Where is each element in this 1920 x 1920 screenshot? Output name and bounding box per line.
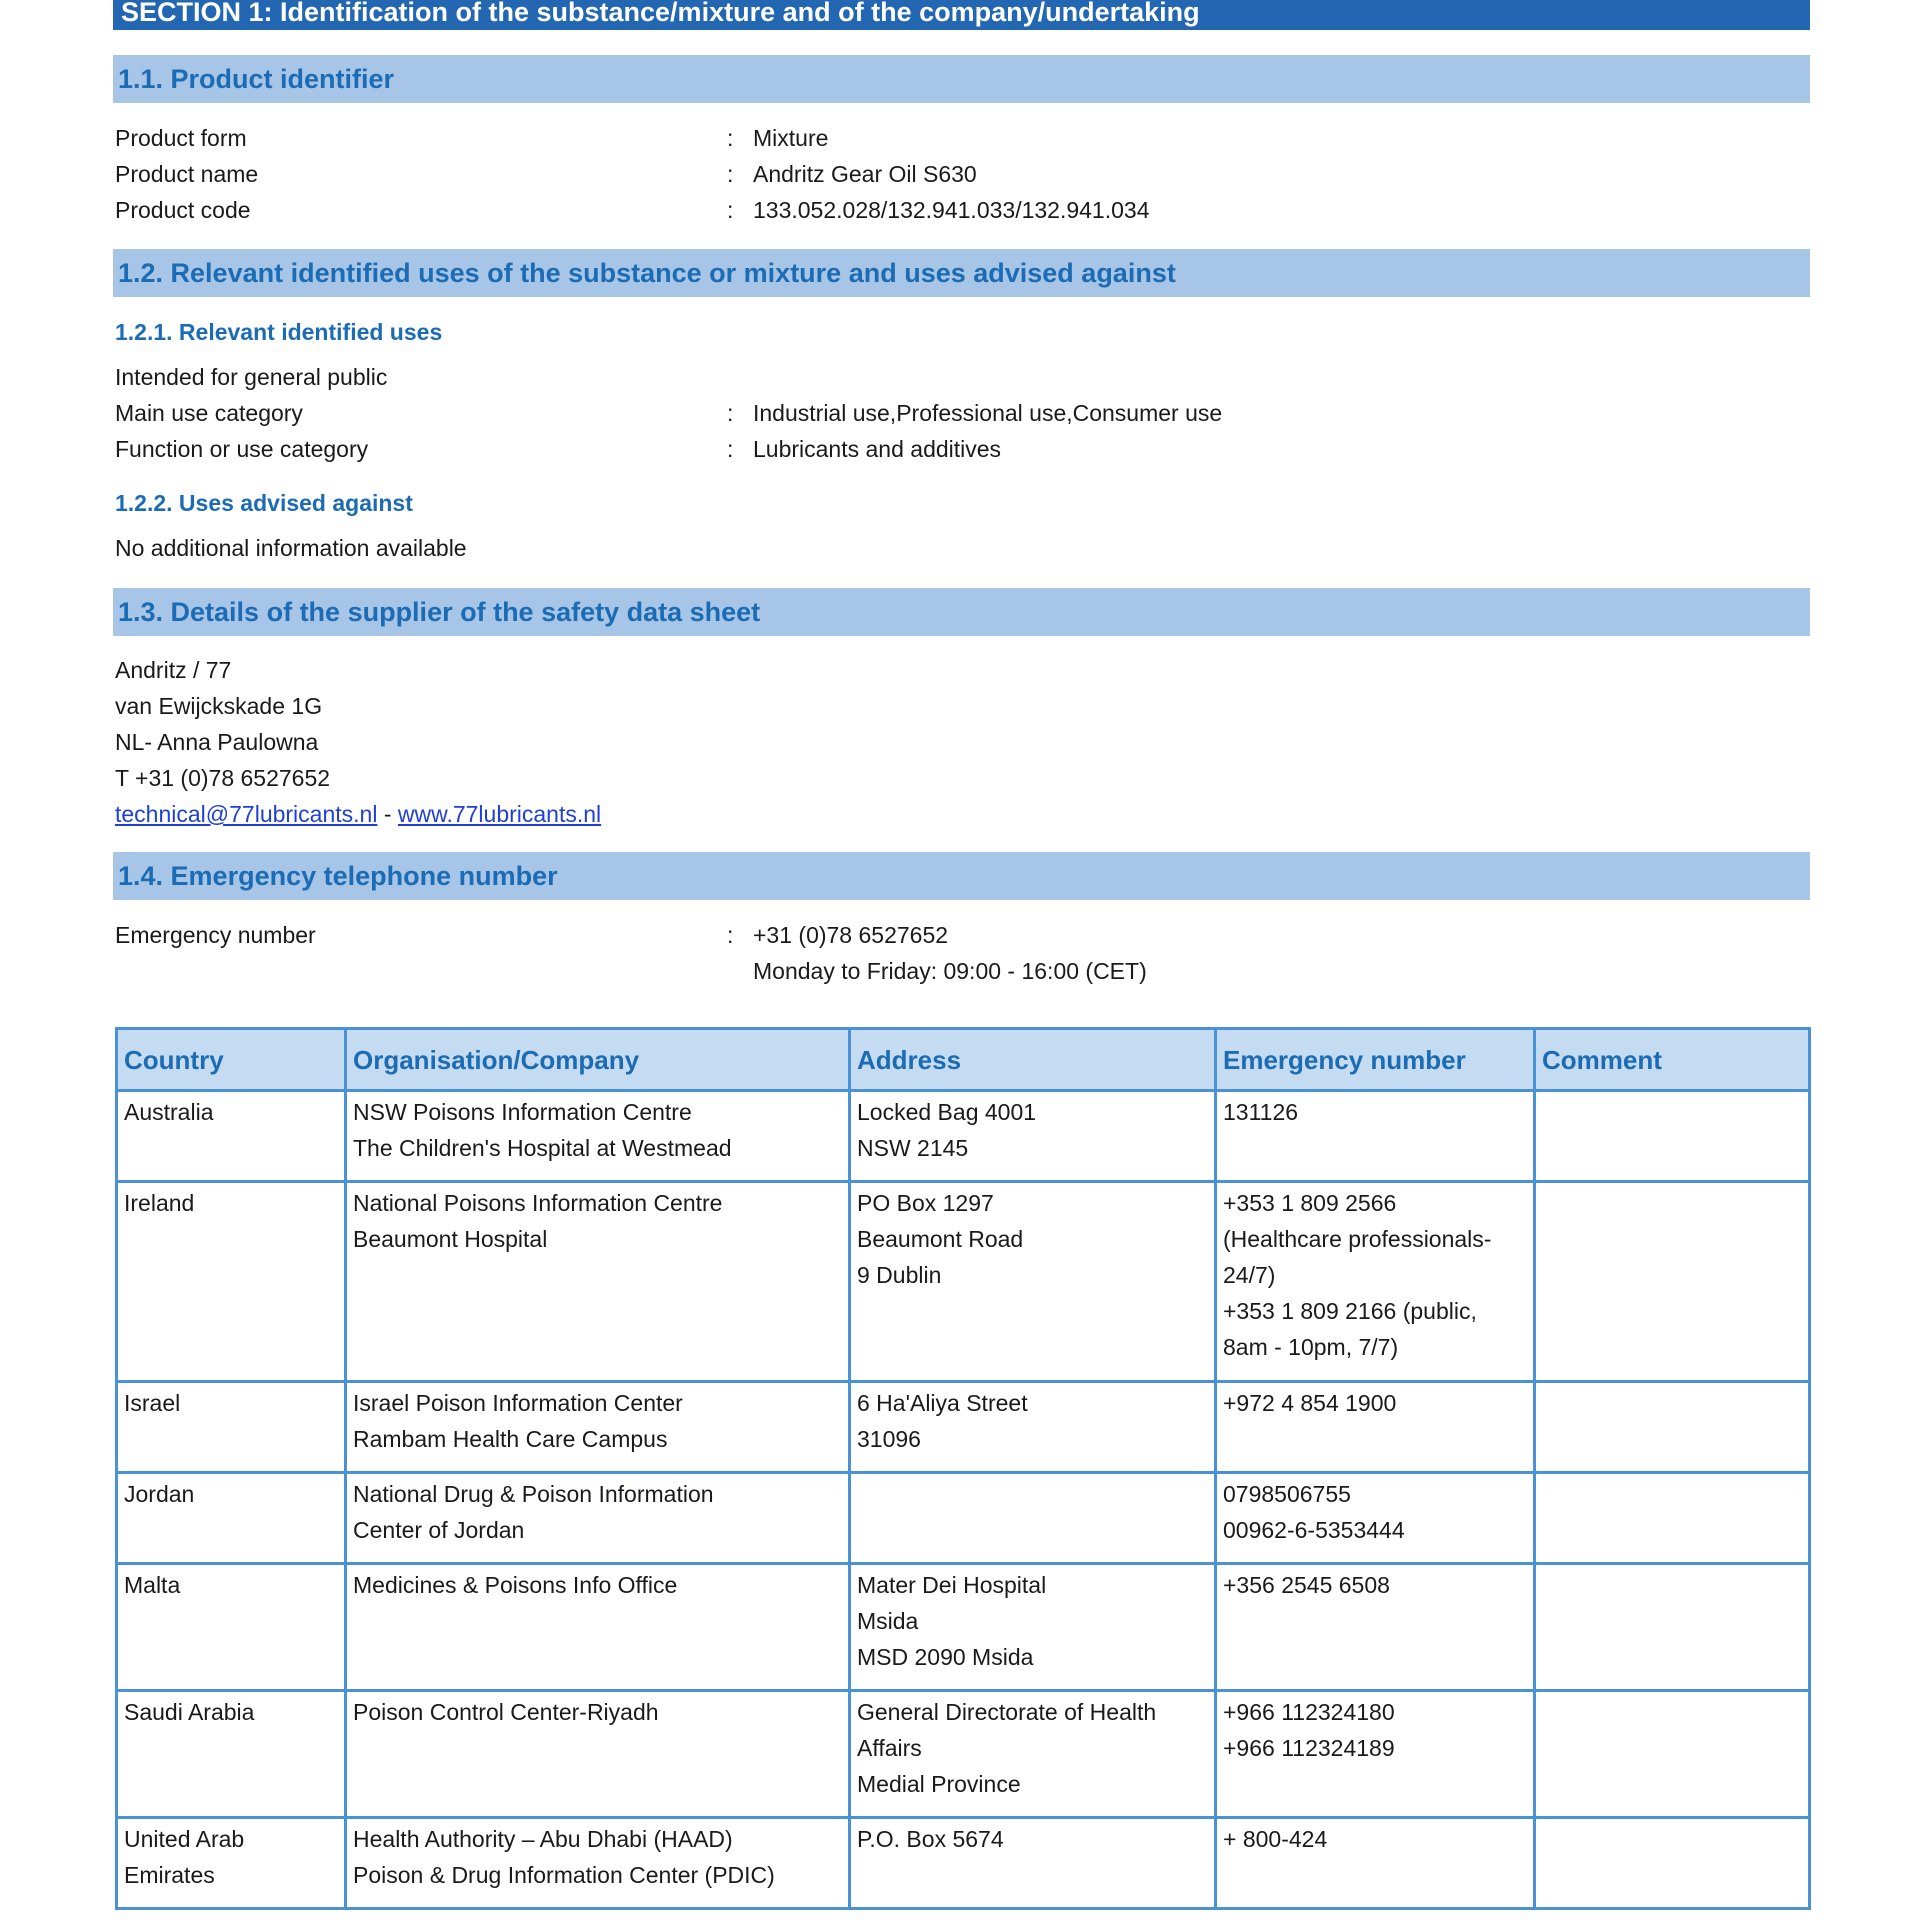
emergency-value: +31 (0)78 6527652	[753, 922, 949, 948]
cell-text: +966 112324189	[1223, 1735, 1395, 1761]
cell-text: 0798506755	[1223, 1481, 1351, 1507]
colon: :	[727, 400, 734, 426]
cell-text: Malta	[124, 1572, 181, 1598]
table-row	[117, 1091, 1810, 1182]
cell-comment	[1535, 1091, 1810, 1182]
product-form-value: Mixture	[753, 125, 829, 151]
cell-text: Beaumont Hospital	[353, 1226, 548, 1252]
table-row	[117, 1182, 1810, 1382]
cell-text: Medial Province	[857, 1771, 1021, 1797]
cell-organisation	[346, 1382, 850, 1473]
cell-emergency-number	[1216, 1091, 1535, 1182]
cell-comment	[1535, 1182, 1810, 1382]
table-row	[117, 1382, 1810, 1473]
identified-uses-heading: 1.2.1. Relevant identified uses	[115, 319, 443, 345]
cell-text: Saudi Arabia	[124, 1699, 255, 1725]
cell-text: National Drug & Poison Information	[353, 1481, 714, 1507]
product-form-label: Product form	[115, 125, 247, 151]
cell-text: PO Box 1297	[857, 1190, 994, 1216]
product-code-value: 133.052.028/132.941.033/132.941.034	[753, 197, 1150, 223]
cell-emergency-number	[1216, 1182, 1535, 1382]
cell-text: 6 Ha'Aliya Street	[857, 1390, 1028, 1416]
cell-text: Australia	[124, 1099, 214, 1125]
cell-text: Israel Poison Information Center	[353, 1390, 683, 1416]
cell-address	[850, 1182, 1216, 1382]
cell-organisation	[346, 1182, 850, 1382]
cell-emergency-number	[1216, 1564, 1535, 1691]
product-identifier-heading: 1.1. Product identifier	[113, 55, 1810, 103]
column-header-comment: Comment	[1535, 1029, 1810, 1091]
cell-emergency-number	[1216, 1818, 1535, 1909]
cell-country	[117, 1818, 346, 1909]
cell-country	[117, 1382, 346, 1473]
cell-text: 00962-6-5353444	[1223, 1517, 1405, 1543]
product-name-value: Andritz Gear Oil S630	[753, 161, 977, 187]
cell-text: + 800-424	[1223, 1826, 1328, 1852]
cell-text: 9 Dublin	[857, 1262, 942, 1288]
column-header-address: Address	[850, 1029, 1216, 1091]
function-label: Function or use category	[115, 436, 369, 462]
colon: :	[727, 161, 734, 187]
product-name-label: Product name	[115, 161, 259, 187]
cell-text: 24/7)	[1223, 1262, 1276, 1288]
cell-organisation	[346, 1091, 850, 1182]
cell-country	[117, 1473, 346, 1564]
cell-organisation	[346, 1473, 850, 1564]
cell-country	[117, 1564, 346, 1691]
cell-emergency-number	[1216, 1473, 1535, 1564]
cell-text: +353 1 809 2166 (public,	[1223, 1298, 1477, 1324]
emergency-heading: 1.4. Emergency telephone number	[113, 852, 1810, 900]
uses-heading: 1.2. Relevant identified uses of the substance or mixture and uses advised against	[113, 249, 1810, 297]
cell-emergency-number	[1216, 1691, 1535, 1818]
cell-comment	[1535, 1691, 1810, 1818]
cell-text: +972 4 854 1900	[1223, 1390, 1397, 1416]
function-value: Lubricants and additives	[753, 436, 1002, 462]
cell-text: Poison Control Center-Riyadh	[353, 1699, 659, 1725]
cell-text: Jordan	[124, 1481, 195, 1507]
colon: :	[727, 436, 734, 462]
cell-text: +356 2545 6508	[1223, 1572, 1390, 1598]
main-use-value: Industrial use,Professional use,Consumer use	[753, 400, 1223, 426]
cell-text: 31096	[857, 1426, 921, 1452]
column-header-organisation: Organisation/Company	[346, 1029, 850, 1091]
cell-organisation	[346, 1691, 850, 1818]
cell-organisation	[346, 1564, 850, 1691]
cell-text: Ireland	[124, 1190, 195, 1216]
cell-address	[850, 1818, 1216, 1909]
emergency-label: Emergency number	[115, 922, 316, 948]
table-header-row	[117, 1029, 1810, 1091]
cell-comment	[1535, 1473, 1810, 1564]
cell-text: Health Authority – Abu Dhabi (HAAD)	[353, 1826, 733, 1852]
supplier-heading: 1.3. Details of the supplier of the safety data sheet	[113, 588, 1810, 636]
table-row	[117, 1818, 1810, 1909]
cell-country	[117, 1091, 346, 1182]
intended-text: Intended for general public	[115, 364, 388, 390]
supplier-contact-line	[115, 799, 601, 829]
supplier-line: van Ewijckskade 1G	[115, 693, 323, 719]
email-link[interactable]: technical@77lubricants.nl	[115, 801, 378, 827]
column-header-country: Country	[117, 1029, 346, 1091]
cell-text: +966 112324180	[1223, 1699, 1395, 1725]
cell-text: Medicines & Poisons Info Office	[353, 1572, 678, 1598]
cell-text: P.O. Box 5674	[857, 1826, 1004, 1852]
main-use-label: Main use category	[115, 400, 303, 426]
colon: :	[727, 125, 734, 151]
colon: :	[727, 922, 734, 948]
cell-text: +353 1 809 2566	[1223, 1190, 1397, 1216]
uses-advised-against-heading: 1.2.2. Uses advised against	[115, 490, 413, 516]
emergency-hours: Monday to Friday: 09:00 - 16:00 (CET)	[753, 958, 1147, 984]
cell-text: NSW Poisons Information Centre	[353, 1099, 692, 1125]
cell-organisation	[346, 1818, 850, 1909]
cell-text: Locked Bag 4001	[857, 1099, 1037, 1125]
uses-advised-against-text: No additional information available	[115, 535, 467, 561]
cell-comment	[1535, 1564, 1810, 1691]
cell-text: NSW 2145	[857, 1135, 969, 1161]
cell-text: Msida	[857, 1608, 919, 1634]
cell-text: National Poisons Information Centre	[353, 1190, 723, 1216]
website-link[interactable]: www.77lubricants.nl	[397, 801, 602, 827]
cell-text: Emirates	[124, 1862, 215, 1888]
cell-text: General Directorate of Health	[857, 1699, 1157, 1725]
table-row	[117, 1564, 1810, 1691]
cell-text: Center of Jordan	[353, 1517, 525, 1543]
section-title: SECTION 1: Identification of the substance/mixture and of the company/undertaking	[113, 0, 1810, 30]
supplier-phone: T +31 (0)78 6527652	[115, 765, 331, 791]
cell-text: Beaumont Road	[857, 1226, 1024, 1252]
table-row	[117, 1473, 1810, 1564]
supplier-line: Andritz / 77	[115, 657, 232, 683]
cell-emergency-number	[1216, 1382, 1535, 1473]
cell-text: Mater Dei Hospital	[857, 1572, 1047, 1598]
cell-text: 131126	[1223, 1099, 1299, 1125]
emergency-contacts-table	[115, 1027, 1811, 1910]
cell-address	[850, 1091, 1216, 1182]
product-code-label: Product code	[115, 197, 251, 223]
cell-address	[850, 1473, 1216, 1564]
column-header-emergency-number: Emergency number	[1216, 1029, 1535, 1091]
supplier-line: NL- Anna Paulowna	[115, 729, 319, 755]
cell-text: Affairs	[857, 1735, 922, 1761]
cell-text: Rambam Health Care Campus	[353, 1426, 668, 1452]
cell-text: 8am - 10pm, 7/7)	[1223, 1334, 1399, 1360]
cell-text: United Arab	[124, 1826, 245, 1852]
cell-comment	[1535, 1382, 1810, 1473]
cell-text: Poison & Drug Information Center (PDIC)	[353, 1862, 775, 1888]
cell-address	[850, 1691, 1216, 1818]
cell-text: The Children's Hospital at Westmead	[353, 1135, 732, 1161]
cell-text: Israel	[124, 1390, 181, 1416]
colon: :	[727, 197, 734, 223]
cell-text: (Healthcare professionals-	[1223, 1226, 1492, 1252]
cell-address	[850, 1564, 1216, 1691]
cell-country	[117, 1691, 346, 1818]
cell-comment	[1535, 1818, 1810, 1909]
cell-address	[850, 1382, 1216, 1473]
link-separator: -	[377, 801, 398, 827]
cell-text: MSD 2090 Msida	[857, 1644, 1034, 1670]
table-row	[117, 1691, 1810, 1818]
cell-country	[117, 1182, 346, 1382]
